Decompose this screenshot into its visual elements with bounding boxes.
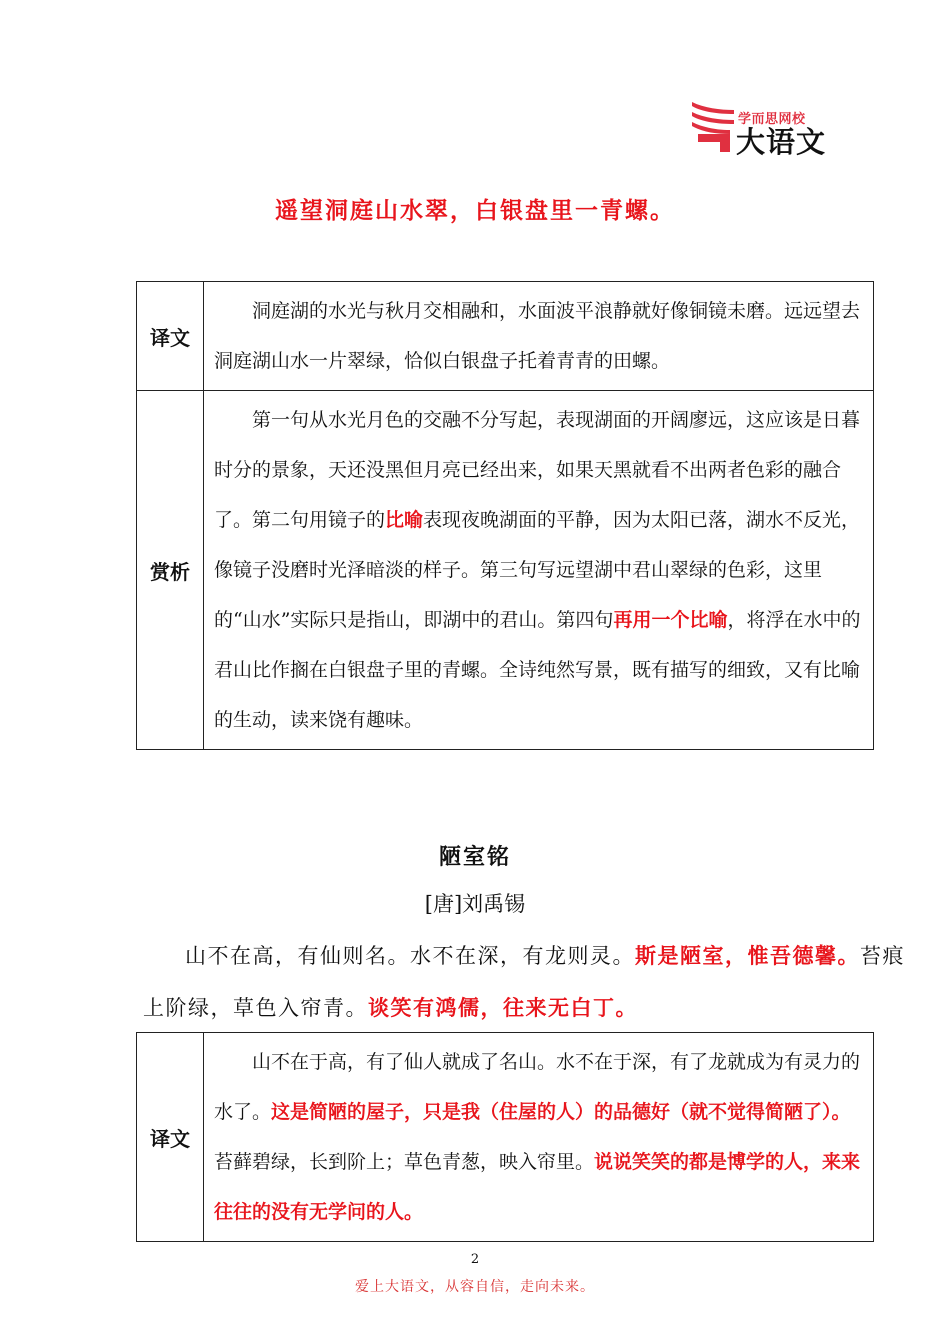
page-number: 2: [470, 1252, 480, 1267]
highlight-segment: 这是简陋的屋子，只是我（住屋的人）的品德好（就不觉得简陋了）。: [271, 1101, 851, 1123]
text-block: [214, 395, 865, 745]
brand-sub: 学而思网校: [738, 112, 806, 127]
row-label: 赏析: [137, 391, 204, 750]
text-segment: 山不在高，有仙则名。水不在深，有龙则灵。: [185, 944, 635, 968]
poem-title: 陋室铭: [438, 844, 511, 870]
appreciation-row: [137, 391, 874, 750]
row-label: 译文: [137, 1033, 204, 1242]
poem-highlight-line: 遥望洞庭山水翠，白银盘里一青螺。: [275, 197, 675, 224]
highlight-segment: 再用一个比喻: [613, 609, 728, 631]
highlight-segment: 说说笑笑的都是博学的人，来来往往的没有无学问的人。: [214, 1151, 861, 1223]
text-segment: ，将浮在水中的君山比作搁在白银盘子里的青螺。全诗纯然写景，既有描写的细致，又有比喻的生动，读来饶有趣味。: [214, 609, 861, 731]
poem1-analysis-table: [136, 281, 874, 750]
row-label: 译文: [137, 282, 204, 391]
translation-row: [137, 282, 874, 391]
text-block: [143, 930, 913, 1034]
text-segment: 第一句从水光月色的交融不分写起，表现湖面的开阔廖远，这应该是日暮时分的景象，天还没黑但月亮已经出来，如果天黑就看不出两者色彩的融合了。第二句用镜子的: [214, 409, 861, 531]
footer-slogan: 爱上大语文，从容自信，走向未来。: [355, 1279, 595, 1295]
brand-name: 大语文: [736, 125, 827, 159]
poem2-translation-table: [136, 1032, 874, 1242]
translation-row: [137, 1033, 874, 1242]
poem-author: [唐]刘禹锡: [424, 892, 526, 916]
text-block: [214, 1037, 865, 1237]
poem-body: [143, 930, 913, 1034]
text-segment: 山不在于高，有了仙人就成了名山。水不在于深，有了龙就成为有灵力的水了。: [214, 1051, 861, 1123]
wing-logo-icon: [690, 98, 738, 154]
translation-text: [204, 1033, 874, 1242]
brand-logo: [690, 98, 840, 159]
text-segment: 苔藓碧绿，长到阶上；草色青葱，映入帘里。: [214, 1151, 595, 1173]
appreciation-text: [204, 391, 874, 750]
highlight-segment: 斯是陋室，惟吾德馨。: [635, 943, 860, 968]
highlight-segment: 比喻: [385, 509, 424, 531]
translation-text: [204, 282, 874, 391]
highlight-segment: 谈笑有鸿儒，往来无白丁。: [368, 995, 638, 1020]
text-segment: 表现夜晚湖面的平静，因为太阳已落，湖水不反光，像镜子没磨时光泽暗淡的样子。第三句写远望湖中君山翠绿的色彩，这里的“山水”实际只是指山，即湖中的君山。第四句: [214, 509, 861, 631]
text-segment: 苔痕上阶绿，草色入帘青。: [143, 944, 905, 1020]
text-block: 洞庭湖的水光与秋月交相融和，水面波平浪静就好像铜镜未磨。远远望去洞庭湖山水一片翠绿，恰似白银盘子托着青青的田螺。: [214, 300, 861, 372]
